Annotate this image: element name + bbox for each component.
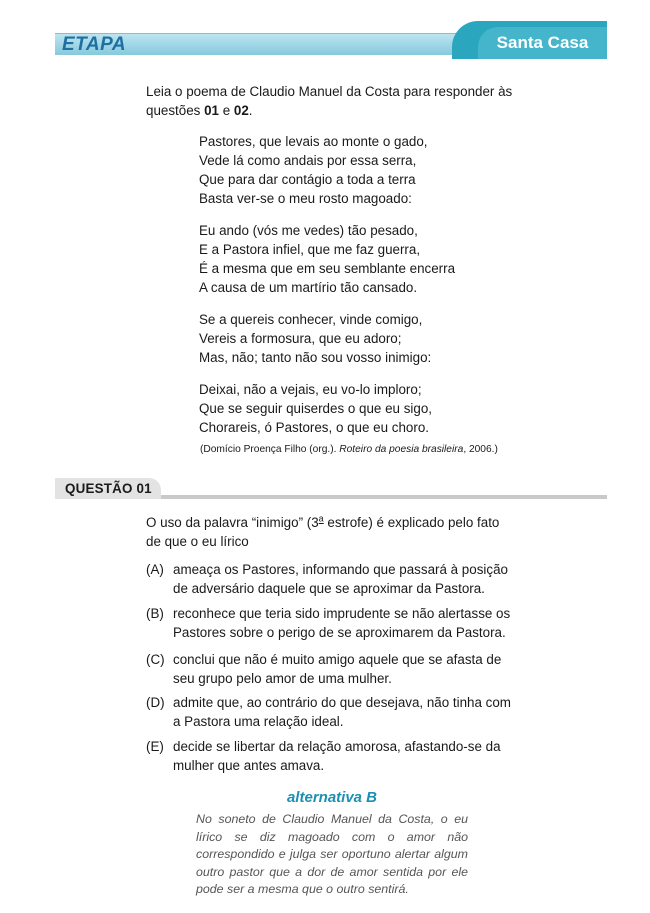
option-letter: (E) xyxy=(146,739,164,754)
option-text: reconhece que teria sido imprudente se não alertasse os Pastores sobre o perigo de se aproximarem da Pastora. xyxy=(173,606,511,640)
poem-line: Vereis a formosura, que eu adoro; xyxy=(199,331,402,346)
etapa-logo: ETAPA xyxy=(62,34,127,55)
option-letter: (A) xyxy=(146,562,164,577)
option-e[interactable] xyxy=(146,737,518,775)
answer-title: alternativa B xyxy=(286,789,378,806)
poem-line: Que se seguir quiserdes o que eu sigo, xyxy=(199,401,432,416)
poem-line: Basta ver-se o meu rosto magoado: xyxy=(199,191,412,206)
option-text: ameaça os Pastores, informando que passará à posição de adversário daquele que se aproximar da Pastora. xyxy=(173,562,508,596)
poem-line: Se a quereis conhecer, vinde comigo, xyxy=(199,312,423,327)
answer-explanation: No soneto de Claudio Manuel da Costa, o eu lírico se diz magoado com o amor não correspondido e julga ser oportuno alertar algum outro pastor que a dor de amor sentida por ele pode ser a mesma que o outro sentirá. xyxy=(196,812,468,896)
option-b[interactable] xyxy=(146,604,518,642)
poem-line: Vede lá como andais por essa serra, xyxy=(199,153,417,168)
option-letter: (C) xyxy=(146,652,165,667)
question-ref-02: 02 xyxy=(233,103,249,118)
option-letter: (D) xyxy=(146,695,165,710)
poem-line: Mas, não; tanto não sou vosso inimigo: xyxy=(199,350,432,365)
poem-line: Deixai, não a vejais, eu vo-lo imploro; xyxy=(199,382,422,397)
question-label: QUESTÃO 01 xyxy=(65,481,152,496)
option-d[interactable] xyxy=(146,693,518,731)
poem-line: E a Pastora infiel, que me faz guerra, xyxy=(199,242,421,257)
option-text: admite que, ao contrário do que desejava, não tinha com a Pastora uma relação ideal. xyxy=(173,695,511,729)
intro-text: Leia o poema de Claudio Manuel da Costa para responder às questões 01 e 02. xyxy=(146,84,513,118)
poem-line: Pastores, que levais ao monte o gado, xyxy=(199,134,428,149)
option-a[interactable] xyxy=(146,560,518,598)
poem-line: É a mesma que em seu semblante encerra xyxy=(199,261,456,276)
poem-line: Que para dar contágio a toda a terra xyxy=(199,172,416,187)
option-letter: (B) xyxy=(146,606,164,621)
poem-line: Chorareis, ó Pastores, o que eu choro. xyxy=(199,420,430,435)
source-title: Roteiro da poesia brasileira xyxy=(339,444,464,455)
option-text: decide se libertar da relação amorosa, afastando-se da mulher que antes amava. xyxy=(173,739,501,773)
exam-name: Santa Casa xyxy=(496,33,589,52)
question-stem: O uso da palavra “inimigo” (3$^a$ estrofe) é explicado pelo fato de que o eu lírico xyxy=(146,513,500,549)
question-ref-01: 01 xyxy=(204,103,219,118)
option-text: conclui que não é muito amigo aquele que se afasta de seu grupo pelo amor de uma mulher. xyxy=(173,652,502,686)
option-c[interactable] xyxy=(146,650,518,688)
poem-source: (Domício Proença Filho (org.). Roteiro da poesia brasileira, 2006.) xyxy=(200,444,498,455)
poem-line: Eu ando (vós me vedes) tão pesado, xyxy=(199,223,418,238)
poem-line: A causa de um martírio tão cansado. xyxy=(199,280,418,295)
